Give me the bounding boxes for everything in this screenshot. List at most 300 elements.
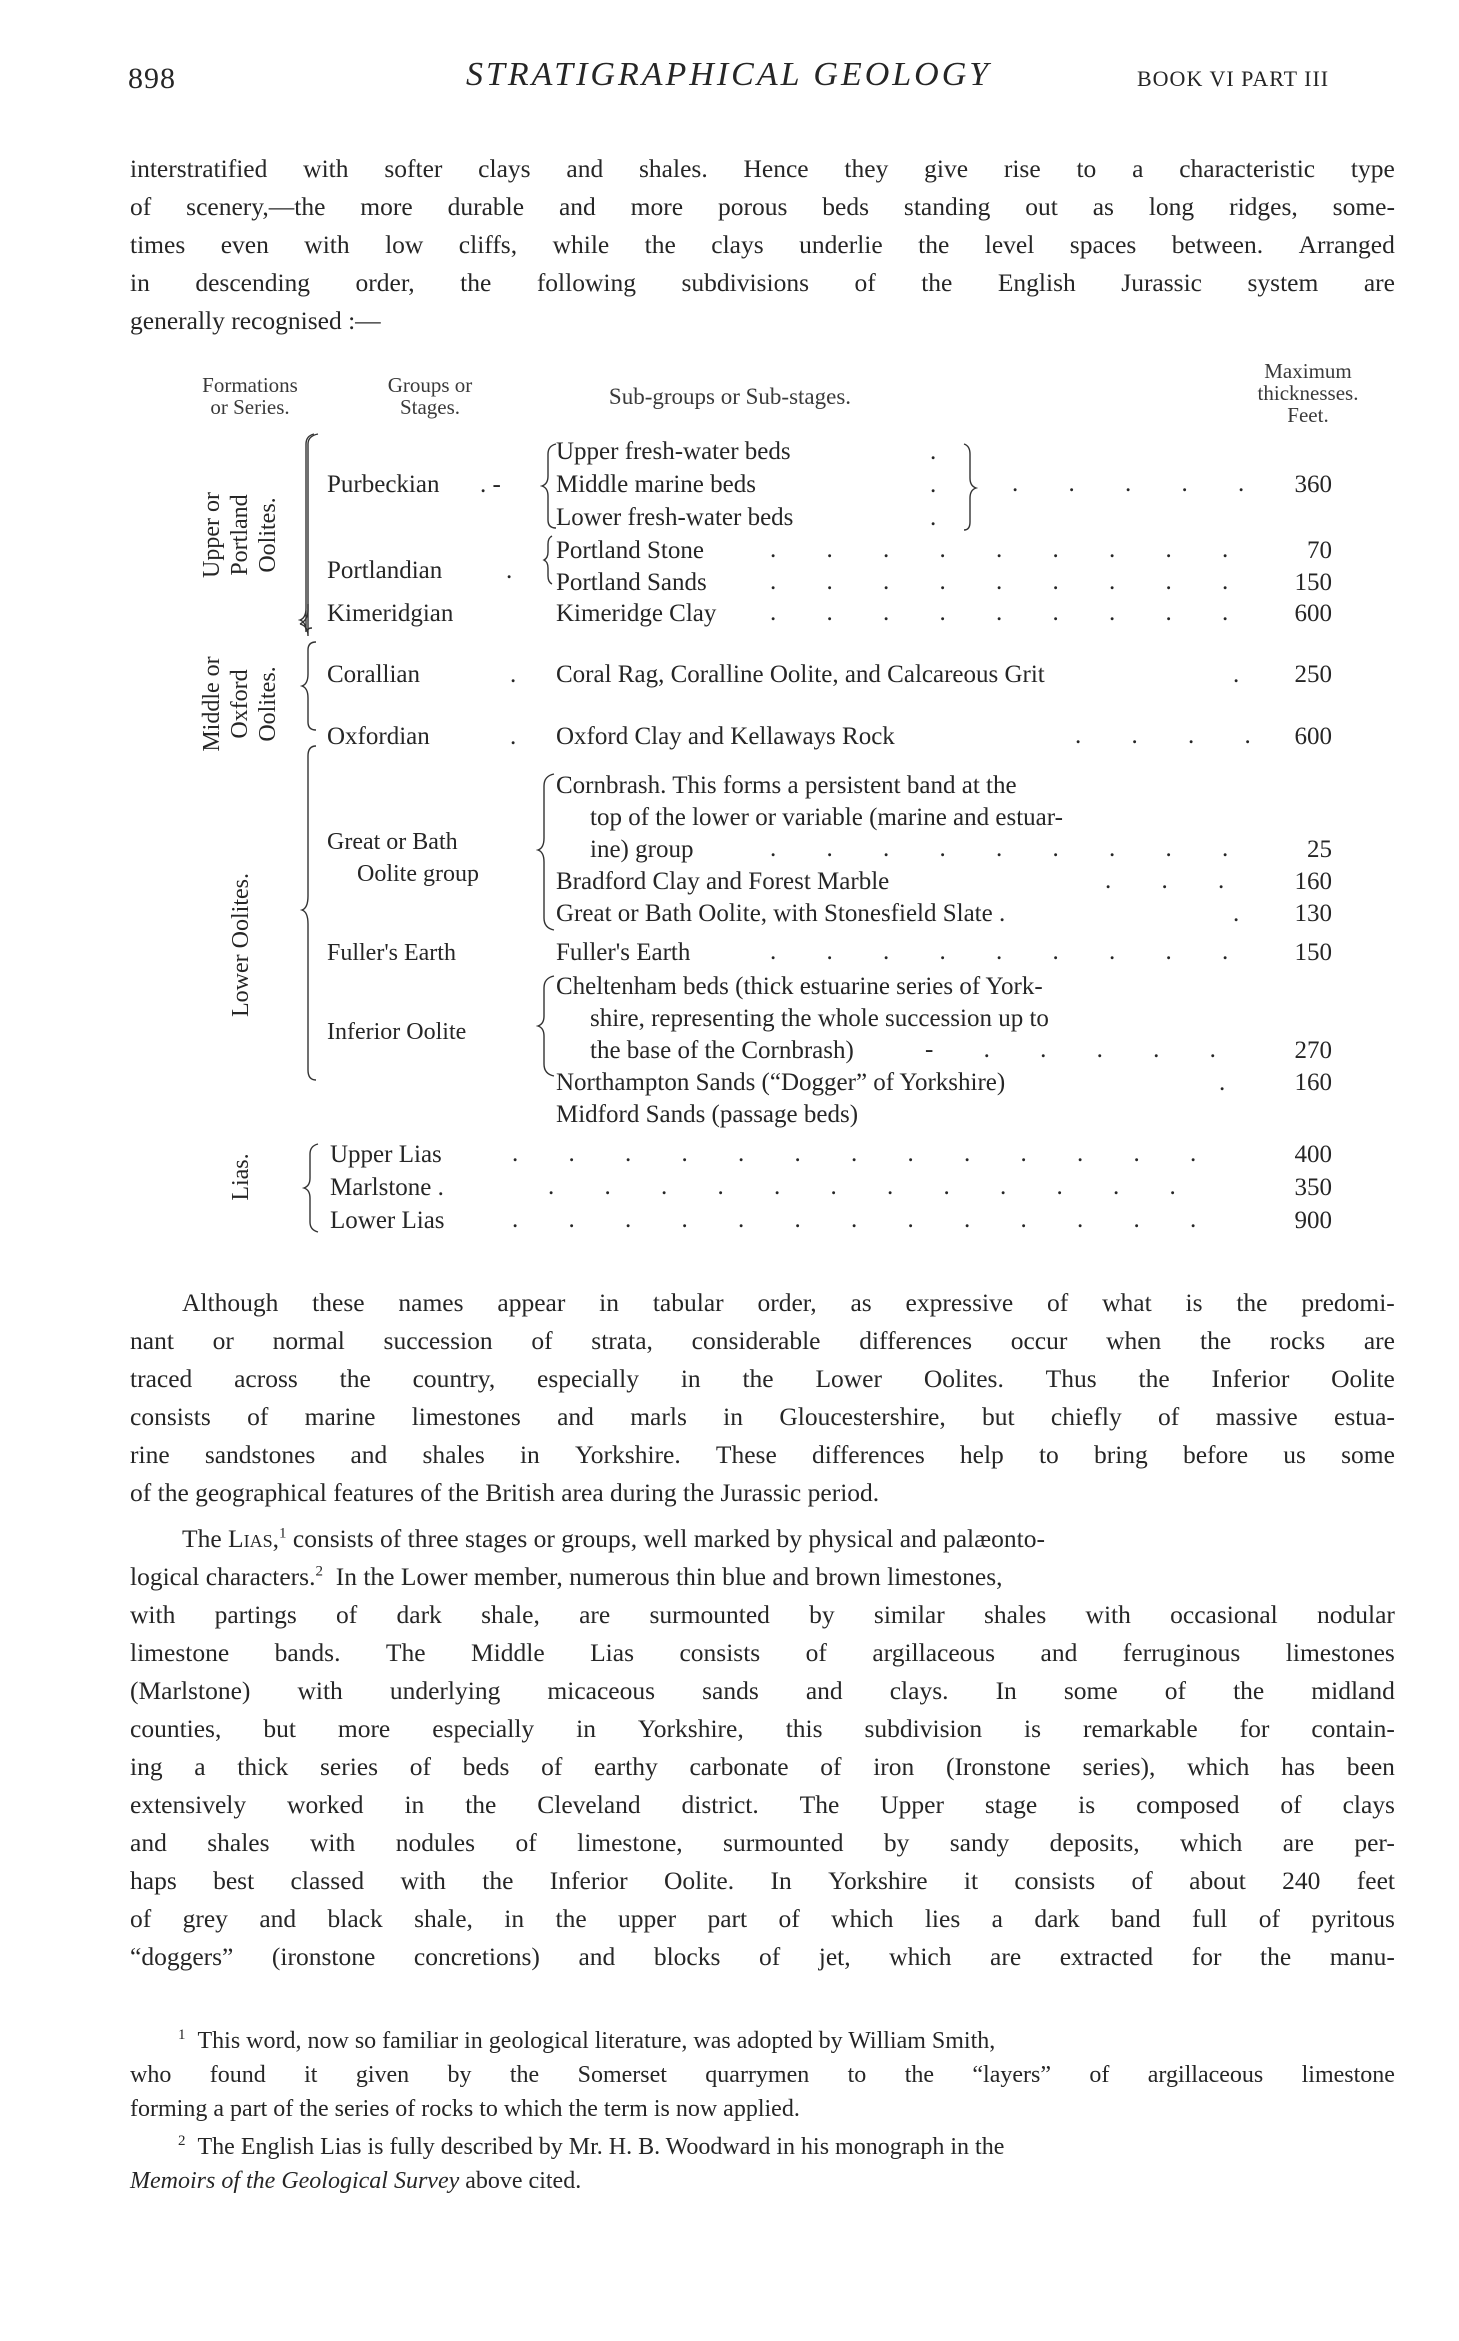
word: remarkable xyxy=(1083,1714,1198,1743)
word: by xyxy=(447,2062,472,2088)
word: occasional xyxy=(1170,1600,1278,1629)
word: of xyxy=(1089,2062,1110,2088)
word: in xyxy=(504,1904,525,1933)
word: with xyxy=(130,1600,176,1629)
formation-line: Oolites. xyxy=(255,497,281,573)
word: of xyxy=(247,1402,269,1431)
word: are xyxy=(579,1600,611,1629)
word: series), xyxy=(1082,1752,1156,1781)
thickness-upper-lias: 400 xyxy=(1294,1141,1332,1168)
word: part xyxy=(707,1904,748,1933)
word: between. xyxy=(1171,230,1264,259)
word: the xyxy=(482,1866,514,1895)
word: with xyxy=(309,1828,356,1857)
header-line: or Series. xyxy=(210,395,290,419)
word: strata, xyxy=(591,1326,653,1355)
word: with xyxy=(303,154,349,183)
text-line xyxy=(130,1436,1395,1474)
footnote-ref-2[interactable]: 2 xyxy=(315,1563,323,1580)
word: porous xyxy=(717,192,788,221)
thickness-great-bath: 130 xyxy=(1294,900,1332,927)
word: what xyxy=(1102,1288,1152,1317)
word: nodular xyxy=(1317,1600,1395,1629)
subgroup-northampton: Northampton Sands (“Dogger” of Yorkshire) xyxy=(556,1069,1006,1096)
word: clays xyxy=(1342,1790,1395,1819)
word: to xyxy=(1076,154,1097,183)
word: lies xyxy=(924,1904,961,1933)
word: to xyxy=(1038,1440,1059,1469)
word: “doggers” xyxy=(130,1942,234,1971)
word: even xyxy=(220,230,269,259)
word: across xyxy=(234,1364,298,1393)
word: Although xyxy=(182,1288,279,1317)
word: quarrymen xyxy=(705,2062,810,2088)
word: Gloucestershire, xyxy=(779,1402,946,1431)
word: subdivisions xyxy=(681,268,809,297)
word: grey xyxy=(182,1904,228,1933)
word: and xyxy=(350,1440,388,1469)
word: especially xyxy=(537,1364,639,1393)
word: the xyxy=(1236,1288,1268,1317)
leader-dots: . xyxy=(930,438,937,465)
header-line: Groups or xyxy=(387,373,473,397)
leader-dots: . xyxy=(930,504,937,531)
subgroup-cornbrash-2: top of the lower or variable (marine and estuar- xyxy=(590,804,1063,831)
word: classed xyxy=(290,1866,365,1895)
word: it xyxy=(963,1866,979,1895)
word: clays xyxy=(711,230,764,259)
text-line xyxy=(130,1672,1395,1710)
subgroup-coral-rag: Coral Rag, Coralline Oolite, and Calcareous Grit xyxy=(556,661,1045,688)
text-line: of the geographical features of the British area during the Jurassic period. xyxy=(130,1478,880,1507)
word: the xyxy=(1260,1942,1292,1971)
word: consists xyxy=(130,1402,211,1431)
word: given xyxy=(355,2062,410,2088)
page-number: 898 xyxy=(128,62,176,95)
word: long xyxy=(1148,192,1195,221)
word: is xyxy=(1024,1714,1042,1743)
subgroup-purbeck-middle: Middle marine beds xyxy=(556,471,756,498)
word: and xyxy=(578,1942,616,1971)
word: names xyxy=(398,1288,464,1317)
word: which xyxy=(1180,1828,1243,1857)
text-line xyxy=(130,150,1395,188)
word: with xyxy=(297,1676,343,1705)
group-fullers-earth: Fuller's Earth xyxy=(327,940,456,966)
word: characteristic xyxy=(1179,154,1316,183)
word: considerable xyxy=(691,1326,821,1355)
leader-dots: . . . . . . . . . xyxy=(770,835,1251,862)
word: some- xyxy=(1332,192,1395,221)
word: sandstones xyxy=(204,1440,316,1469)
formation-lias: Lias. xyxy=(228,1153,254,1201)
word: of xyxy=(1258,1904,1281,1933)
text-line: generally recognised :— xyxy=(130,306,381,335)
citation-title: Memoirs of the Geological Survey xyxy=(130,2168,460,2194)
word: estua- xyxy=(1334,1402,1395,1431)
word: with xyxy=(304,230,350,259)
word: bring xyxy=(1093,1440,1148,1469)
group-upper-lias: Upper Lias xyxy=(330,1141,442,1168)
thickness-lower-lias: 900 xyxy=(1294,1207,1332,1234)
word: shales xyxy=(207,1828,270,1857)
word: ing xyxy=(130,1752,163,1781)
word: composed xyxy=(1136,1790,1240,1819)
word: are xyxy=(1282,1828,1314,1857)
word: times xyxy=(130,230,186,259)
text-line xyxy=(130,1900,1395,1938)
text-line xyxy=(130,1596,1395,1634)
subgroup-fullers-earth: Fuller's Earth xyxy=(556,939,691,966)
text-line xyxy=(130,1360,1395,1398)
text-fragment: The xyxy=(182,1524,222,1553)
word: nant xyxy=(130,1326,174,1355)
word: the xyxy=(644,230,676,259)
leader-dots: . . . . . . . . . . . . . xyxy=(512,1140,1219,1167)
group-inferior-oolite: Inferior Oolite xyxy=(327,1019,467,1045)
word: are xyxy=(1363,1326,1395,1355)
subgroup-cornbrash-1: Cornbrash. This forms a persistent band at the xyxy=(556,772,1017,799)
word: the xyxy=(1233,1676,1265,1705)
word: durable xyxy=(447,192,525,221)
thickness-marlstone: 350 xyxy=(1294,1174,1332,1201)
footnote-2-line xyxy=(130,2164,1395,2198)
leader-dots: - . . . . . xyxy=(925,1036,1238,1063)
word: haps xyxy=(130,1866,177,1895)
word: beds xyxy=(462,1752,510,1781)
word: best xyxy=(213,1866,255,1895)
word: they xyxy=(844,154,889,183)
brace-path xyxy=(538,976,554,1076)
word: or xyxy=(212,1326,234,1355)
word: marls xyxy=(630,1402,687,1431)
group-corallian: Corallian xyxy=(327,661,421,688)
word: Jurassic xyxy=(1121,268,1202,297)
word: spaces xyxy=(1069,230,1137,259)
word: dark xyxy=(396,1600,442,1629)
group-line: Great or Bath xyxy=(327,829,458,855)
word: shale, xyxy=(414,1904,473,1933)
word: per- xyxy=(1354,1828,1395,1857)
word: differences xyxy=(859,1326,972,1355)
brace-portland xyxy=(544,536,552,584)
word: worked xyxy=(287,1790,364,1819)
brace-right xyxy=(964,444,976,530)
word: of xyxy=(1280,1790,1302,1819)
word: in xyxy=(519,1440,540,1469)
word: counties, xyxy=(130,1714,222,1743)
word: more xyxy=(630,192,684,221)
word: as xyxy=(850,1288,872,1317)
subgroup-purbeck-lower: Lower fresh-water beds xyxy=(556,504,794,531)
formation-line: Upper or xyxy=(199,492,225,578)
word: deposits, xyxy=(1049,1828,1140,1857)
word: black xyxy=(327,1904,383,1933)
text-line xyxy=(130,1710,1395,1748)
word: of xyxy=(1131,1866,1153,1895)
word: of xyxy=(805,1638,827,1667)
word: Middle xyxy=(471,1638,545,1667)
word: predomi- xyxy=(1301,1288,1395,1317)
thickness-portland-sands: 150 xyxy=(1294,569,1332,596)
word: limestones xyxy=(1285,1638,1395,1667)
word: and xyxy=(259,1904,297,1933)
word: marine xyxy=(304,1402,376,1431)
word: the xyxy=(555,1904,587,1933)
leader-dots: . . . . . . . . . xyxy=(770,938,1251,965)
text-fragment: above cited. xyxy=(465,2168,582,2194)
text-fragment: This word, now so familiar in geological literature, was adopted by William Smith, xyxy=(197,2028,996,2054)
leader-dots: . xyxy=(510,661,517,688)
word: (Ironstone xyxy=(945,1752,1051,1781)
footnote-1-line xyxy=(178,2024,1395,2058)
word: chiefly xyxy=(1050,1402,1122,1431)
formation-middle-oxford xyxy=(198,634,282,774)
word: pyritous xyxy=(1311,1904,1395,1933)
formation-line: Portland xyxy=(227,494,253,576)
text-line xyxy=(130,1398,1395,1436)
leader-dots: . . . . . . . . . . . . xyxy=(548,1173,1198,1200)
word: us xyxy=(1283,1440,1306,1469)
group-braces xyxy=(298,430,328,1130)
word: but xyxy=(982,1402,1015,1431)
word: is xyxy=(1185,1288,1203,1317)
word: traced xyxy=(130,1364,193,1393)
word: clays xyxy=(478,154,531,183)
brace-lower xyxy=(302,746,316,1080)
subgroup-cheltenham-1: Cheltenham beds (thick estuarine series of York- xyxy=(556,973,1043,1000)
brace-path xyxy=(538,774,554,930)
word: extracted xyxy=(1059,1942,1154,1971)
text-line xyxy=(130,1634,1395,1672)
word: of xyxy=(409,1752,431,1781)
word: the xyxy=(339,1364,371,1393)
word: Yorkshire, xyxy=(637,1714,744,1743)
thickness-corallian: 250 xyxy=(1294,661,1332,688)
word: the xyxy=(742,1364,774,1393)
word: jet, xyxy=(818,1942,851,1971)
word: of xyxy=(130,192,152,221)
word: with xyxy=(1085,1600,1131,1629)
word: order, xyxy=(757,1288,817,1317)
word: limestone xyxy=(1301,2062,1395,2088)
word: occur xyxy=(1010,1326,1068,1355)
leader-dots: . . . . . . . . . xyxy=(770,536,1251,563)
formation-line: Oolites. xyxy=(255,666,281,742)
group-portlandian: Portlandian xyxy=(327,557,443,584)
word: the xyxy=(509,2062,540,2088)
text-line xyxy=(182,1284,1395,1322)
word: and xyxy=(566,154,604,183)
word: stage xyxy=(984,1790,1038,1819)
header-groups xyxy=(360,374,500,418)
word: cliffs, xyxy=(458,230,518,259)
word: and xyxy=(130,1828,167,1857)
thickness-bradford: 160 xyxy=(1294,868,1332,895)
word: softer xyxy=(384,154,443,183)
leader-dots: . . . . . . . . . xyxy=(770,599,1251,626)
word: argillaceous xyxy=(872,1638,996,1667)
text-line xyxy=(182,1520,1395,1558)
word: of xyxy=(515,1828,537,1857)
word: and xyxy=(805,1676,843,1705)
group-oxfordian: Oxfordian xyxy=(327,723,430,750)
leader-dots: . . . . . . . . . xyxy=(770,568,1251,595)
word: who xyxy=(130,2062,172,2088)
text-line xyxy=(130,1558,1395,1596)
text-fragment: logical characters. xyxy=(130,1562,316,1591)
word: rocks xyxy=(1269,1326,1326,1355)
word: low xyxy=(385,230,424,259)
word: manu- xyxy=(1329,1942,1395,1971)
word: the xyxy=(904,2062,935,2088)
word: of xyxy=(1158,1402,1180,1431)
text-line xyxy=(130,1824,1395,1862)
word: tabular xyxy=(652,1288,724,1317)
word: band xyxy=(1111,1904,1161,1933)
word: and xyxy=(1040,1638,1078,1667)
word: a xyxy=(1132,154,1144,183)
header-line: Maximum xyxy=(1264,359,1352,383)
word: to xyxy=(847,2062,867,2088)
thickness-fullers-earth: 150 xyxy=(1294,939,1332,966)
word: English xyxy=(997,268,1076,297)
word: in xyxy=(599,1288,620,1317)
word: system xyxy=(1247,268,1319,297)
formation-upper-portland xyxy=(198,470,282,600)
brace-lias xyxy=(300,1140,330,1240)
word: carbonate xyxy=(689,1752,789,1781)
word: expressive xyxy=(905,1288,1014,1317)
word: Upper xyxy=(880,1790,944,1819)
word: been xyxy=(1346,1752,1395,1781)
word: dark xyxy=(1034,1904,1080,1933)
word: iron xyxy=(873,1752,915,1781)
word: order, xyxy=(355,268,415,297)
word: midland xyxy=(1311,1676,1395,1705)
word: of xyxy=(1047,1288,1069,1317)
subgroup-cornbrash-3: ine) group xyxy=(590,836,694,863)
word: for xyxy=(1239,1714,1270,1743)
word: type xyxy=(1350,154,1395,183)
text-line xyxy=(130,264,1395,302)
word: of xyxy=(541,1752,563,1781)
leader-dots: . . . . xyxy=(1075,722,1273,749)
word: in xyxy=(404,1790,425,1819)
group-kimeridgian: Kimeridgian xyxy=(327,600,454,627)
word: clays. xyxy=(889,1676,949,1705)
footnote-2-line xyxy=(178,2130,1395,2164)
word: a xyxy=(991,1904,1003,1933)
word: interstratified xyxy=(130,154,268,183)
word: massive xyxy=(1215,1402,1298,1431)
word: extensively xyxy=(130,1790,247,1819)
leader-dots: . - xyxy=(480,471,501,498)
header-subgroups: Sub-groups or Sub-stages. xyxy=(608,384,852,409)
word: some xyxy=(1063,1676,1118,1705)
word: consists xyxy=(1014,1866,1096,1895)
word: In xyxy=(770,1866,792,1895)
footnote-1-line xyxy=(130,2058,1395,2092)
word: are xyxy=(1363,268,1395,297)
word: and xyxy=(558,192,596,221)
thickness-oxfordian: 600 xyxy=(1294,723,1332,750)
word: is xyxy=(1078,1790,1096,1819)
leader-dots: . . . . . xyxy=(1012,470,1267,497)
word: country, xyxy=(412,1364,496,1393)
leader-dots: . . . xyxy=(1105,867,1247,894)
word: the xyxy=(465,1790,497,1819)
word: district. xyxy=(681,1790,759,1819)
word: as xyxy=(1092,192,1114,221)
word: (Marlstone) xyxy=(130,1676,251,1705)
word: the xyxy=(921,268,953,297)
text-fragment: The English Lias is fully described by Mr. H. B. Woodward in his monograph in the xyxy=(197,2134,1005,2160)
subgroup-oxford-clay: Oxford Clay and Kellaways Rock xyxy=(556,723,895,750)
word: series xyxy=(319,1752,379,1781)
word: surmounted xyxy=(723,1828,844,1857)
brace-purbeck xyxy=(542,444,556,528)
footnote-ref-1[interactable]: 1 xyxy=(279,1525,287,1542)
word: of xyxy=(758,1942,781,1971)
formation-lower-oolites: Lower Oolites. xyxy=(228,873,254,1017)
word: sands xyxy=(702,1676,759,1705)
word: In xyxy=(995,1676,1017,1705)
word: earthy xyxy=(594,1752,658,1781)
word: differences xyxy=(811,1440,925,1469)
formation-line: Middle or xyxy=(199,656,225,752)
group-line: Oolite group xyxy=(357,861,479,887)
word: of xyxy=(778,1904,800,1933)
formation-line: Oxford xyxy=(227,669,253,739)
brace-path xyxy=(304,1144,318,1232)
word: These xyxy=(715,1440,777,1469)
word: especially xyxy=(432,1714,535,1743)
word: limestone, xyxy=(577,1828,683,1857)
word: out xyxy=(1025,192,1058,221)
text-line xyxy=(130,188,1395,226)
word: it xyxy=(304,2062,318,2088)
word: Yorkshire. xyxy=(574,1440,681,1469)
word: a xyxy=(194,1752,206,1781)
word: similar xyxy=(873,1600,945,1629)
word: found xyxy=(209,2062,266,2088)
text-line xyxy=(130,1938,1395,1976)
word: Yorkshire xyxy=(828,1866,928,1895)
word: more xyxy=(337,1714,391,1743)
word: in xyxy=(723,1402,744,1431)
word: the xyxy=(460,268,492,297)
word: are xyxy=(990,1942,1022,1971)
word: limestone xyxy=(130,1638,230,1667)
subgroup-purbeck-upper: Upper fresh-water beds xyxy=(556,438,791,465)
text-fragment: consists of three stages or groups, well marked by physical and palæonto- xyxy=(292,1524,1045,1553)
word: by xyxy=(809,1600,835,1629)
word: normal xyxy=(272,1326,345,1355)
word: with xyxy=(400,1866,446,1895)
brace-upper-top xyxy=(300,434,318,624)
word: which xyxy=(831,1904,894,1933)
group-lower-lias: Lower Lias xyxy=(330,1207,445,1234)
brace-upper-foot xyxy=(308,628,312,630)
word: rise xyxy=(1003,154,1041,183)
word: this xyxy=(785,1714,823,1743)
word: concretions) xyxy=(413,1942,540,1971)
word: following xyxy=(536,268,636,297)
term-lias: Lias, xyxy=(228,1524,279,1553)
text-line xyxy=(130,226,1395,264)
word: has xyxy=(1281,1752,1316,1781)
